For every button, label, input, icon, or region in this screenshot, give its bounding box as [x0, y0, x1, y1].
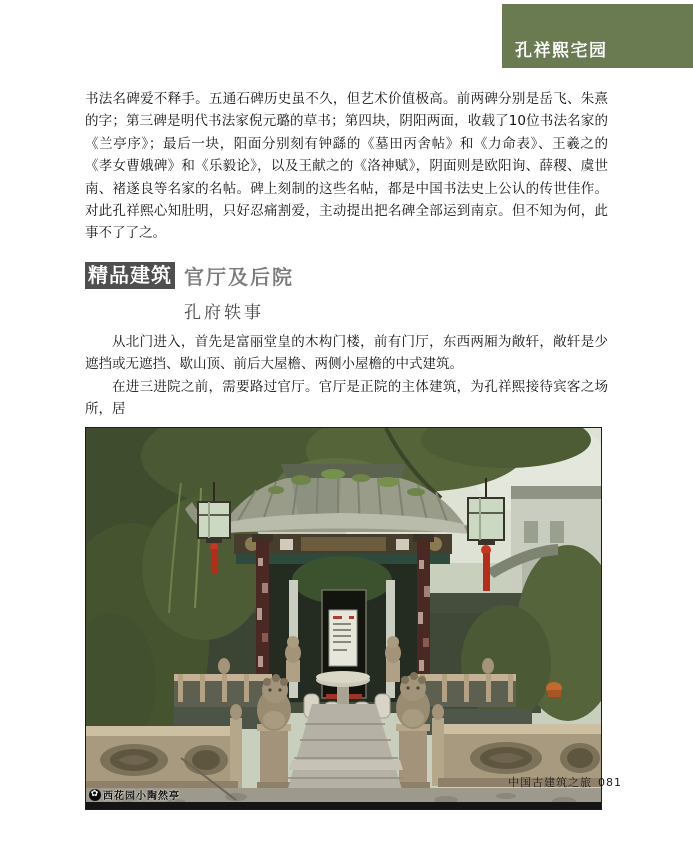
body-paragraph: 书法名碑爱不释手。五通石碑历史虽不久，但艺术价值极高。前两碑分别是岳飞、朱熹的字；第三碑是明代书法家倪元璐的草书；第四块，阴阳两面，收载了10位书法名家的《兰亭序》；最后一块，阳面分别刻有钟繇的《墓田丙舍帖》和《力命表》、王羲之的《孝女曹娥碑》和《乐毅论》，以及王献之的《洛神赋》，阴面则是欧阳询、薛稷、虞世南、褚遂良等名家的名帖。碑上刻制的这些名帖，都是中国书法史上公认的传世佳作。对此孔祥熙心知肚明，只好忍痛割爱，主动提出把名碑全部运到南京。但不知为何，此事不了了之。	[85, 91, 608, 242]
photo-caption-text: 西花园小陶然亭	[103, 791, 180, 803]
book-title: 中国古建筑之旅	[508, 776, 592, 789]
photo-caption	[89, 787, 180, 802]
page-number: 081	[598, 776, 622, 789]
small-lion-right	[385, 636, 401, 682]
page-footer	[508, 774, 622, 790]
doorway-sign	[329, 610, 357, 666]
chapter-tab-label: 孔祥熙宅园	[515, 41, 608, 61]
section-heading	[85, 262, 608, 289]
section-badge: 精品建筑	[85, 262, 175, 289]
small-lion-left	[285, 636, 301, 682]
stone-lion-right	[396, 672, 430, 790]
page-content	[85, 0, 608, 810]
flower-icon: ✿	[90, 789, 100, 800]
section-title: 官厅及后院	[184, 264, 294, 289]
garden-pavilion-photo	[85, 427, 602, 810]
body-paragraph: 在进三进院之前，需要路过官厅。官厅是正院的主体建筑，为孔祥熙接待宾客之场所，居	[85, 378, 608, 418]
body-paragraph: 从北门进入，首先是富丽堂皇的木构门楼，前有门厅，东西两厢为敞轩，敞轩是少遮挡或无遮挡、歇山顶、前后大屋檐、两侧小屋檐的中式建筑。	[85, 333, 608, 373]
stone-lion-left	[257, 674, 291, 790]
section-subtitle: 孔府轶事	[184, 302, 264, 323]
pavilion-illustration	[86, 428, 601, 809]
